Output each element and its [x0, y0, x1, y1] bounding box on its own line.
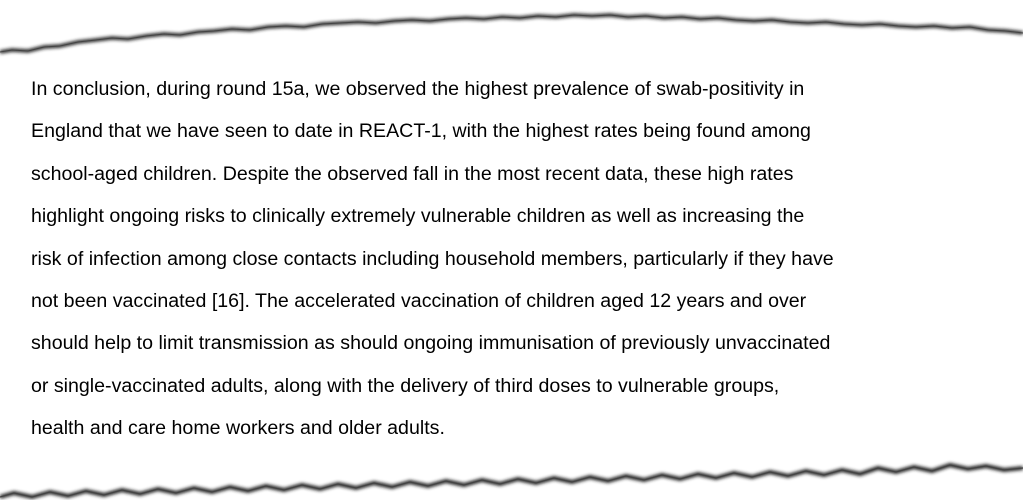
- text-line: England that we have seen to date in REACT-1, with the highest rates being found among: [31, 120, 811, 143]
- text-line: risk of infection among close contacts including household members, particularly if they have: [31, 247, 834, 270]
- paragraph-excerpt: [31, 68, 1016, 450]
- text-line: should help to limit transmission as should ongoing immunisation of previously unvaccinated: [31, 332, 831, 355]
- text-line: highlight ongoing risks to clinically extremely vulnerable children as well as increasing the: [31, 205, 805, 228]
- text-line: not been vaccinated [16]. The accelerated vaccination of children aged 12 years and over: [31, 289, 807, 312]
- text-line: In conclusion, during round 15a, we observed the highest prevalence of swab-positivity in: [31, 78, 805, 100]
- text-line: school-aged children. Despite the observed fall in the most recent data, these high rates: [31, 162, 794, 185]
- text-line: health and care home workers and older adults.: [31, 417, 445, 440]
- text-line: or single-vaccinated adults, along with the delivery of third doses to vulnerable groups,: [31, 374, 780, 397]
